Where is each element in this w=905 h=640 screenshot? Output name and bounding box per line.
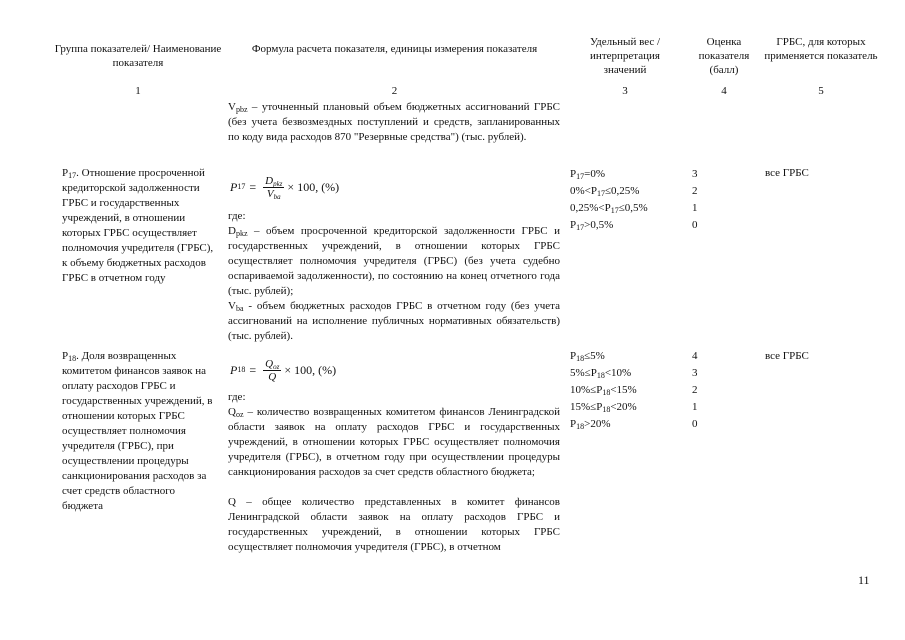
p17-score-list <box>692 166 722 234</box>
col-number-3: 3 <box>622 85 628 97</box>
col-number-5: 5 <box>818 85 824 97</box>
header-col-weight: Удельный вес / интерпретация значений <box>589 36 661 76</box>
p17-interpretation-list <box>570 166 680 234</box>
p18-value: $15\%\le P_{18}<20\%$ <box>570 401 637 414</box>
p17-d-definition: $D_{pkz}$ – объем просроченной кредиторской задолженности ГРБС и государственных учреждений, в отношении которых ГРБС осуществляет полномочия учредителя (ГРБС) (без учета судебно оспариваемой задолженности), по состоянию на конец отчетного года (тыс. рублей); <box>228 225 560 297</box>
p17-indicator-name: $P_{17}$. Отношение просроченной кредиторской задолженности ГРБС и государственных учреждений, в отношении которых ГРБС осуществляет полномочия учредителя (ГРБС), к объему бюджетных расходов ГРБС в отчетном году <box>62 167 214 284</box>
header-col-score: Оценка показателя (балл) <box>698 36 750 76</box>
p18-fraction: $\frac{Q_{oz}}{Q}$ <box>265 357 280 383</box>
p17-value: $P_{17}=0\%$ <box>570 168 605 181</box>
p17-fraction: $\frac{D_{pkz}}{V_{ba}}$ <box>265 174 283 201</box>
p17-v-definition: $V_{ba}$ - объем бюджетных расходов ГРБС в отчетном году (без учета ассигнований на исполнение публичных нормативных обязательств) (тыс. рублей). <box>228 300 560 342</box>
p17-value: $0\%<P_{17}\le 0,25\%$ <box>570 185 640 198</box>
p18-interpretation-list <box>570 348 680 433</box>
p17-value: $P_{17}>0,5\%$ <box>570 219 614 232</box>
p17-value: $0,25\%<P_{17}\le 0,5\%$ <box>570 202 648 215</box>
p17-score: 2 <box>692 185 698 197</box>
var-v: V <box>228 101 236 113</box>
p18-value: $10\%\le P_{18}<15\%$ <box>570 384 637 397</box>
p18-q-definition: $Q_{oz}$ – количество возвращенных комитетом финансов Ленинградской области заявок на оплату расходов ГРБС и государственных учреждений, в отношении которых ГРБС осуществляет полномочия учредителя (ГРБС), в отчетном году при осуществлении процедуры санкционирования расходов за счет средств областного бюджета; <box>228 406 560 478</box>
header-col-indicator: Группа показателей/ Наименование показателя <box>54 43 222 69</box>
page-number: 11 <box>858 573 870 587</box>
p18-q2-definition: Q – общее количество представленных в комитет финансов Ленинградской области заявок на оплату расходов ГРБС и государственных учреждений, в отношении которых ГРБС осуществляет полномочия учредителя (ГРБС), в отчетном <box>228 496 560 553</box>
continuation-text: – уточненный плановый объем бюджетных ассигнований ГРБС (без учета безвозмездных поступлений и средств, запланированных по коду вида расходов 870 "Резервные средства") (тыс. рублей). <box>228 101 560 143</box>
col-number-2: 2 <box>391 85 398 97</box>
p18-value: $P_{18}\le 5\%$ <box>570 350 605 363</box>
p18-score: 4 <box>692 350 698 362</box>
p17-where: где: <box>228 210 246 222</box>
p18-grbs: все ГРБС <box>765 350 809 362</box>
header-col-formula: Формула расчета показателя, единицы измерения показателя <box>251 43 538 55</box>
p18-score: 3 <box>692 367 698 379</box>
p18-value: $P_{18}>20\%$ <box>570 418 611 431</box>
header-col-grbs: ГРБС, для которых применяется показатель <box>764 36 878 62</box>
continuation-definition <box>228 100 560 145</box>
col-number-4: 4 <box>721 85 727 97</box>
p18-indicator-name: $P_{18}$. Доля возвращенных комитетом финансов заявок на оплату расходов ГРБС и государственных учреждений, в отношении которых ГРБС осуществляет полномочия учредителя (ГРБС), при осуществлении процедуры санкционирования расходов за счет средств областного бюджета <box>62 350 213 512</box>
col-number-1: 1 <box>135 85 141 97</box>
var-v-sub: pbz <box>235 105 248 114</box>
p17-score: 1 <box>692 202 698 214</box>
p18-score: 1 <box>692 401 698 413</box>
p17-grbs: все ГРБС <box>765 167 809 179</box>
p18-score: 2 <box>692 384 698 396</box>
p18-value: $5\%\le P_{18}<10\%$ <box>570 367 632 380</box>
p17-formula: P 17 = $\frac{D_{pkz}}{V_{ba}}$ × 100, (%) <box>230 174 340 201</box>
p17-score: 0 <box>692 219 698 231</box>
p18-formula: P 18 = $\frac{Q_{oz}}{Q}$ × 100, (%) <box>230 357 337 383</box>
p18-score-list <box>692 348 722 433</box>
p17-score: 3 <box>692 168 698 180</box>
p18-where: где: <box>228 391 246 403</box>
p18-score: 0 <box>692 418 698 430</box>
